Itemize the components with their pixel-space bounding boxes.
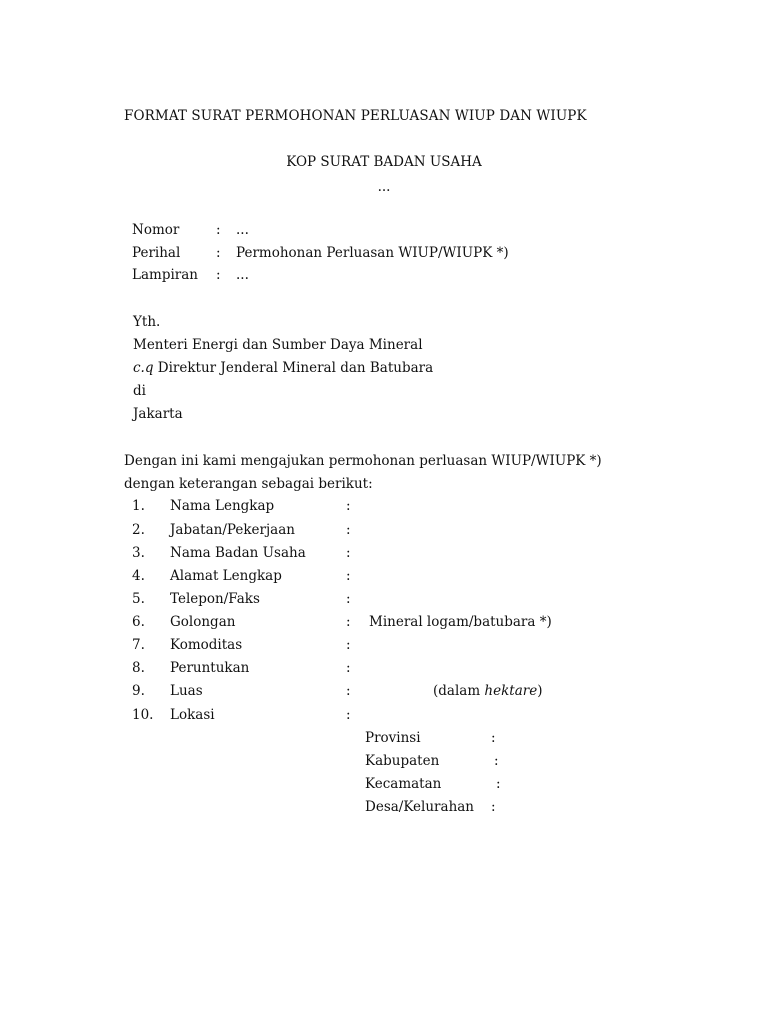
addressee-cq — [133, 362, 433, 376]
meta-value-nomor: ... — [236, 222, 249, 238]
location-label-provinsi: Provinsi — [365, 730, 421, 746]
item-colon: : — [346, 591, 351, 607]
addressee-city: Jakarta — [133, 406, 183, 422]
intro-line2: dengan keterangan sebagai berikut: — [124, 476, 373, 492]
item-label: Komoditas — [170, 637, 243, 653]
item-number: 5. — [132, 591, 145, 607]
intro-line1: Dengan ini kami mengajukan permohonan perluasan WIUP/WIUPK *) — [124, 453, 602, 469]
meta-colon: : — [216, 267, 221, 283]
item-label: Nama Badan Usaha — [170, 545, 306, 561]
item-colon: : — [346, 637, 351, 653]
item-value-golongan: Mineral logam/batubara *) — [369, 614, 552, 630]
item-colon: : — [346, 614, 351, 630]
item-colon: : — [346, 498, 351, 514]
item-colon: : — [346, 683, 351, 699]
location-label-kecamatan: Kecamatan — [365, 776, 442, 792]
item-number: 1. — [132, 498, 145, 514]
letterhead-label: KOP SURAT BADAN USAHA — [286, 154, 482, 170]
item-label: Lokasi — [170, 707, 215, 723]
document-title: FORMAT SURAT PERMOHONAN PERLUASAN WIUP DAN WIUPK — [124, 108, 587, 124]
item-colon: : — [346, 660, 351, 676]
item-number: 8. — [132, 660, 145, 676]
cq-rest: Direktur Jenderal Mineral dan Batubara — [153, 360, 434, 376]
meta-colon: : — [216, 245, 221, 261]
addressee-di: di — [133, 383, 146, 399]
area-note-unit: hektare — [484, 683, 538, 699]
item-label: Golongan — [170, 614, 236, 630]
location-colon: : — [494, 753, 499, 769]
meta-colon: : — [216, 222, 221, 238]
location-colon: : — [491, 799, 496, 815]
area-note-prefix: (dalam — [433, 683, 485, 699]
location-colon: : — [496, 776, 501, 792]
item-label: Telepon/Faks — [170, 591, 260, 607]
item-number: 9. — [132, 683, 145, 699]
item-label: Alamat Lengkap — [170, 568, 282, 584]
item-colon: : — [346, 545, 351, 561]
item-number: 2. — [132, 522, 145, 538]
area-note-suffix: ) — [537, 683, 543, 699]
item-number: 6. — [132, 614, 145, 630]
item-colon: : — [346, 522, 351, 538]
location-label-kabupaten: Kabupaten — [365, 753, 440, 769]
meta-value-perihal: Permohonan Perluasan WIUP/WIUPK *) — [236, 245, 509, 261]
item-label: Luas — [170, 683, 203, 699]
meta-label-perihal: Perihal — [132, 245, 181, 261]
item-label: Jabatan/Pekerjaan — [170, 522, 295, 538]
item-number: 7. — [132, 637, 145, 653]
addressee-greeting: Yth. — [133, 314, 161, 330]
item-colon: : — [346, 707, 351, 723]
cq-prefix: c.q — [133, 360, 154, 376]
location-label-desa: Desa/Kelurahan — [365, 799, 475, 815]
item-label: Peruntukan — [170, 660, 250, 676]
item-label: Nama Lengkap — [170, 498, 275, 514]
item-number: 4. — [132, 568, 145, 584]
addressee-line1: Menteri Energi dan Sumber Daya Mineral — [133, 337, 423, 353]
area-unit-note — [433, 685, 542, 699]
letterhead-placeholder: ... — [377, 179, 391, 195]
meta-label-nomor: Nomor — [132, 222, 180, 238]
meta-label-lampiran: Lampiran — [132, 267, 198, 283]
item-colon: : — [346, 568, 351, 584]
meta-value-lampiran: ... — [236, 267, 249, 283]
item-number: 10. — [132, 707, 154, 723]
location-colon: : — [491, 730, 496, 746]
item-number: 3. — [132, 545, 145, 561]
